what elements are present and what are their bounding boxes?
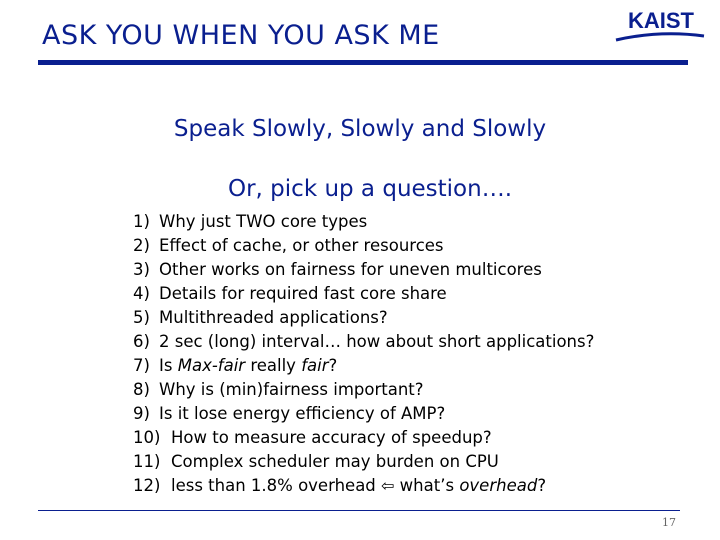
item-number: 1) [133,212,150,231]
list-item [133,210,594,234]
list-item [133,282,594,306]
list-item [133,474,594,498]
item-number: 11) [133,452,161,471]
item-text-mid: what’s [394,476,460,495]
page-number: 17 [662,516,676,529]
left-arrow-icon: ⇦ [381,476,395,495]
list-item [133,234,594,258]
list-item [133,450,594,474]
item-text: Other works on fairness for uneven multicores [159,260,542,279]
list-item [133,402,594,426]
kaist-logo [612,6,708,46]
item-number: 3) [133,260,150,279]
item-text-italic: Max-fair [177,356,246,375]
item-number: 8) [133,380,150,399]
title-underline [38,60,688,65]
list-item [133,258,594,282]
item-text-mid: really [245,356,302,375]
list-item [133,330,594,354]
item-number: 7) [133,356,150,375]
item-number: 10) [133,428,161,447]
item-text-pre: Is [159,356,178,375]
item-text: Complex scheduler may burden on CPU [171,452,499,471]
item-text: How to measure accuracy of speedup? [171,428,492,447]
item-text-pre: less than 1.8% overhead [171,476,382,495]
item-text: Multithreaded applications? [159,308,388,327]
item-number: 4) [133,284,150,303]
item-number: 2) [133,236,150,255]
item-text-post: ? [537,476,547,495]
item-text: Is it lose energy efficiency of AMP? [159,404,446,423]
question-list [133,210,594,498]
item-text: 2 sec (long) interval… how about short applications? [159,332,595,351]
item-text: Why just TWO core types [159,212,368,231]
list-item [133,306,594,330]
subheadline: Or, pick up a question…. [228,176,513,202]
item-number: 6) [133,332,150,351]
item-number: 5) [133,308,150,327]
headline: Speak Slowly, Slowly and Slowly [173,116,547,142]
item-number: 12) [133,476,161,495]
list-item [133,378,594,402]
item-text: Details for required fast core share [159,284,447,303]
footer-rule [38,510,680,511]
item-number: 9) [133,404,150,423]
kaist-logo-text: KAIST [628,8,694,33]
slide-title: ASK YOU WHEN YOU ASK ME [42,20,440,51]
item-text: Why is (min)fairness important? [159,380,424,399]
list-item [133,354,594,378]
list-item [133,426,594,450]
item-text-italic: overhead [459,476,538,495]
item-text-post: ? [328,356,338,375]
item-text-italic: fair [301,356,329,375]
item-text: Effect of cache, or other resources [159,236,444,255]
